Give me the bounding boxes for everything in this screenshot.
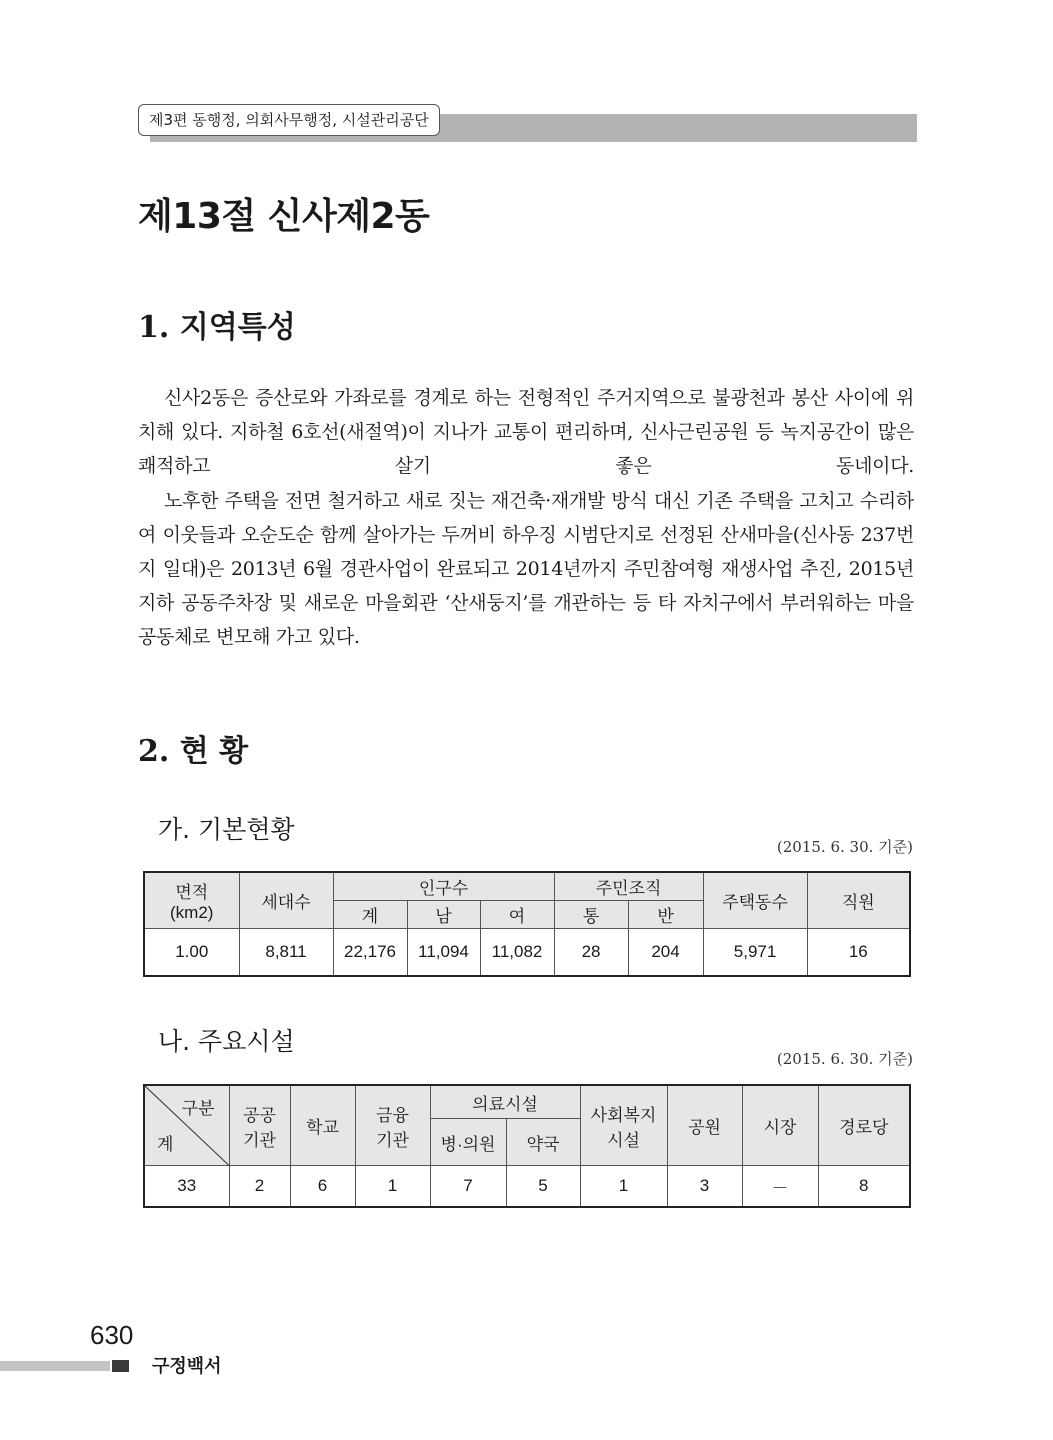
book-title: 구정백서 [152, 1356, 222, 1377]
header-houses: 주택동수 [703, 872, 807, 929]
header-finance [355, 1085, 430, 1166]
header-pharmacy: 약국 [506, 1119, 580, 1166]
header-total: 계 [157, 1135, 174, 1154]
value-public: 2 [229, 1166, 290, 1208]
section-title-regional-characteristics: 1. 지역특성 [138, 310, 296, 345]
header-park: 공원 [667, 1085, 742, 1166]
header-finance-line2: 기관 [376, 1130, 409, 1150]
value-pharmacy: 5 [506, 1166, 580, 1208]
header-category-diagonal [144, 1085, 229, 1166]
header-pop-male: 남 [407, 901, 480, 929]
header-area-unit: (km2) [170, 903, 214, 922]
header-staff: 직원 [807, 872, 910, 929]
value-market: － [742, 1166, 818, 1208]
paragraph: 신사2동은 증산로와 가좌로를 경계로 하는 전형적인 주거지역으로 불광천과 봉산 사이에 위치해 있다. 지하철 6호선(새절역)이 지나가 교통이 편리하며, 신사근린공원 등 녹지공간이 많은 쾌적하고 살기 좋은 동네이다. [138, 387, 914, 478]
header-public-line1: 공공 [243, 1105, 276, 1125]
value-area: 1.00 [144, 929, 239, 977]
paragraph: 노후한 주택을 전면 철거하고 새로 짓는 재건축·재개발 방식 대신 기존 주택을 고치고 수리하여 이웃들과 오순도순 함께 살아가는 두꺼비 하우징 시범단지로 선정된 산새마을(신사동 237번지 일대)은 2013년 6월 경관사업이 완료되고 2014년까지 주민참여형 재생사업 추진, 2015년 지하 공동주차장 및 새로운 마을회관 ‘산새둥지’를 개관하는 등 타 자치구에서 부러워하는 마을공동체로 변모해 가고 있다. [138, 489, 914, 649]
header-ban: 반 [628, 901, 703, 929]
header-resident-org: 주민조직 [554, 872, 703, 901]
basic-status-table [143, 871, 911, 977]
header-senior-center: 경로당 [818, 1085, 910, 1166]
value-houses: 5,971 [703, 929, 807, 977]
header-area [144, 872, 239, 929]
value-tong: 28 [554, 929, 628, 977]
header-medical: 의료시설 [430, 1085, 580, 1119]
value-hospital: 7 [430, 1166, 506, 1208]
value-school: 6 [290, 1166, 355, 1208]
value-finance: 1 [355, 1166, 430, 1208]
header-welfare-line2: 시설 [607, 1130, 640, 1150]
header-finance-line1: 금융 [376, 1105, 409, 1125]
header-category: 구분 [181, 1099, 215, 1118]
footer-bar [0, 1361, 110, 1371]
value-senior-center: 8 [818, 1166, 910, 1208]
subsection-title-basic-status: 가. 기본현황 [158, 815, 295, 844]
header-public [229, 1085, 290, 1166]
header-market: 시장 [742, 1085, 818, 1166]
page-number: 630 [90, 1320, 134, 1350]
header-pop-total: 계 [333, 901, 407, 929]
as-of-date: (2015. 6. 30. 기준) [776, 1050, 913, 1068]
value-pop-female: 11,082 [480, 929, 554, 977]
header-tong: 통 [554, 901, 628, 929]
subsection-title-facilities: 나. 주요시설 [158, 1027, 295, 1056]
section-title-status: 2. 현 황 [138, 734, 249, 769]
header-tab: 제3편 동행정, 의회사무행정, 시설관리공단 [138, 104, 440, 136]
value-welfare: 1 [580, 1166, 667, 1208]
value-ban: 204 [628, 929, 703, 977]
header-hospital: 병·의원 [430, 1119, 506, 1166]
as-of-date: (2015. 6. 30. 기준) [776, 838, 913, 856]
header-population: 인구수 [333, 872, 554, 901]
value-pop-total: 22,176 [333, 929, 407, 977]
header-households: 세대수 [239, 872, 333, 929]
header-school: 학교 [290, 1085, 355, 1166]
chapter-title: 제13절 신사제2동 [138, 196, 430, 237]
value-staff: 16 [807, 929, 910, 977]
header-public-line2: 기관 [243, 1130, 276, 1150]
header-area-label: 면적 [175, 883, 209, 902]
header-welfare [580, 1085, 667, 1166]
footer-square-mark [112, 1360, 129, 1372]
value-park: 3 [667, 1166, 742, 1208]
header-pop-female: 여 [480, 901, 554, 929]
value-households: 8,811 [239, 929, 333, 977]
header-welfare-line1: 사회복지 [590, 1105, 657, 1125]
section-body [138, 381, 914, 655]
facilities-table [143, 1084, 911, 1208]
value-total: 33 [144, 1166, 229, 1208]
value-pop-male: 11,094 [407, 929, 480, 977]
